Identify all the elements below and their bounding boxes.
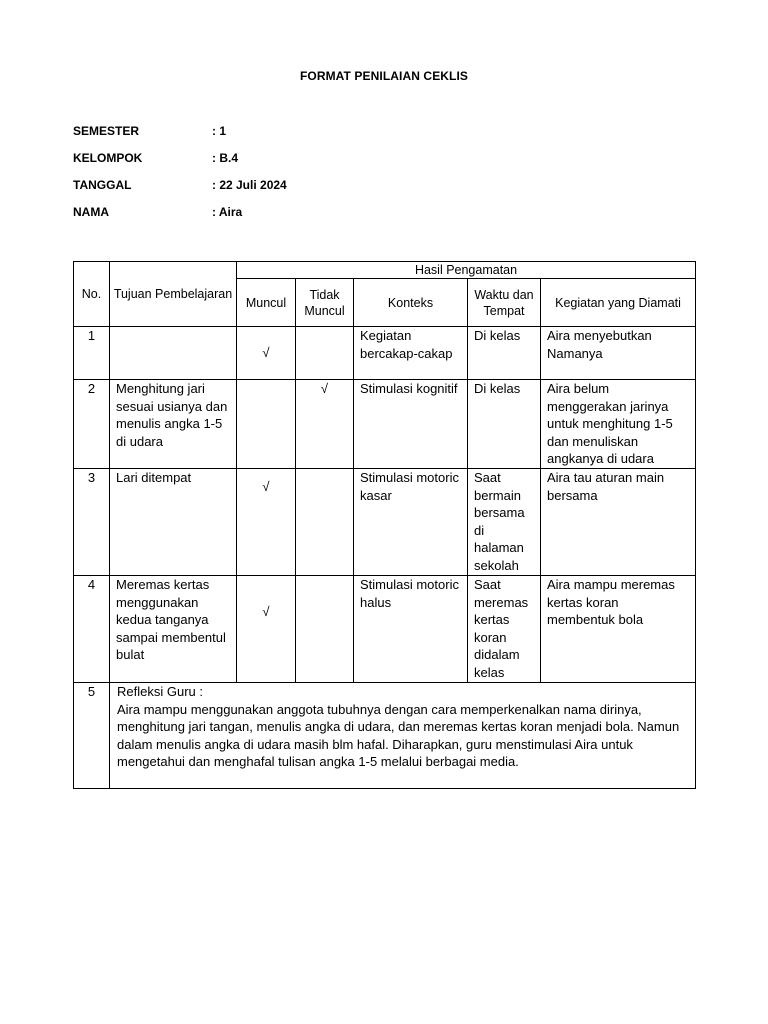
field-value: : B.4	[212, 151, 239, 165]
reflection-title: Refleksi Guru :	[117, 684, 203, 699]
row-tujuan: Menghitung jari sesuai usianya dan menulis angka 1-5 di udara	[110, 380, 237, 469]
row-konteks: Stimulasi motoric halus	[354, 576, 468, 683]
row-number: 4	[74, 576, 110, 683]
document-title: FORMAT PENILAIAN CEKLIS	[299, 69, 469, 83]
header-kegiatan: Kegiatan yang Diamati	[541, 279, 696, 327]
field-label: TANGGAL	[73, 178, 132, 192]
row-muncul-check: √	[237, 576, 296, 683]
row-konteks: Stimulasi motoric kasar	[354, 469, 468, 576]
row-konteks: Kegiatan bercakap-cakap	[354, 327, 468, 380]
row-tujuan: Lari ditempat	[110, 469, 237, 576]
row-kegiatan: Aira belum menggerakan jarinya untuk menghitung 1-5 dan menuliskan angkanya di udara	[541, 380, 696, 469]
table-row	[74, 576, 696, 683]
row-tidak-muncul-check	[296, 327, 354, 380]
row-muncul-check	[237, 380, 296, 469]
row-waktu: Saat meremas kertas koran didalam kelas	[468, 576, 541, 683]
field-label: SEMESTER	[73, 124, 140, 138]
header-tidak-muncul: Tidak Muncul	[296, 279, 354, 327]
row-waktu: Saat bermain bersama di halaman sekolah	[468, 469, 541, 576]
header-no: No.	[74, 262, 110, 327]
reflection-row	[74, 683, 696, 789]
header-waktu: Waktu dan Tempat	[468, 279, 541, 327]
row-waktu: Di kelas	[468, 380, 541, 469]
table-row	[74, 380, 696, 469]
field-label: NAMA	[73, 205, 109, 219]
row-kegiatan: Aira menyebutkan Namanya	[541, 327, 696, 380]
row-kegiatan: Aira mampu meremas kertas koran membentuk bola	[541, 576, 696, 683]
row-tujuan: Meremas kertas menggunakan kedua tanganya sampai membentul bulat	[110, 576, 237, 683]
row-number: 5	[74, 683, 110, 789]
row-tidak-muncul-check	[296, 469, 354, 576]
field-value: : 22 Juli 2024	[212, 178, 287, 192]
table-row	[74, 327, 696, 380]
row-kegiatan: Aira tau aturan main bersama	[541, 469, 696, 576]
field-value: : Aira	[212, 205, 243, 219]
row-tidak-muncul-check: √	[296, 380, 354, 469]
header-konteks: Konteks	[354, 279, 468, 327]
row-tidak-muncul-check	[296, 576, 354, 683]
row-konteks: Stimulasi kognitif	[354, 380, 468, 469]
field-label: KELOMPOK	[73, 151, 143, 165]
row-number: 1	[74, 327, 110, 380]
row-muncul-check: √	[237, 469, 296, 576]
row-tujuan	[110, 327, 237, 380]
field-value: : 1	[212, 124, 227, 138]
row-number: 3	[74, 469, 110, 576]
row-muncul-check: √	[237, 327, 296, 380]
table-row	[74, 469, 696, 576]
header-muncul: Muncul	[237, 279, 296, 327]
row-waktu: Di kelas	[468, 327, 541, 380]
row-number: 2	[74, 380, 110, 469]
reflection-text: Aira mampu menggunakan anggota tubuhnya dengan cara memperkenalkan nama dirinya, menghitung jari tangan, menulis angka di udara, dan meremas kertas koran menjadi bola. Namun dalam menulis angka di udara masih blm hafal. Diharapkan, guru menstimulasi Aira untuk mengetahui dan menghafal tulisan angka 1-5 melalui berbagai media.	[117, 701, 680, 770]
header-tujuan: Tujuan Pembelajaran	[110, 262, 237, 327]
header-hasil-pengamatan: Hasil Pengamatan	[237, 262, 696, 279]
reflection-cell	[110, 683, 696, 789]
assessment-table	[73, 261, 696, 789]
